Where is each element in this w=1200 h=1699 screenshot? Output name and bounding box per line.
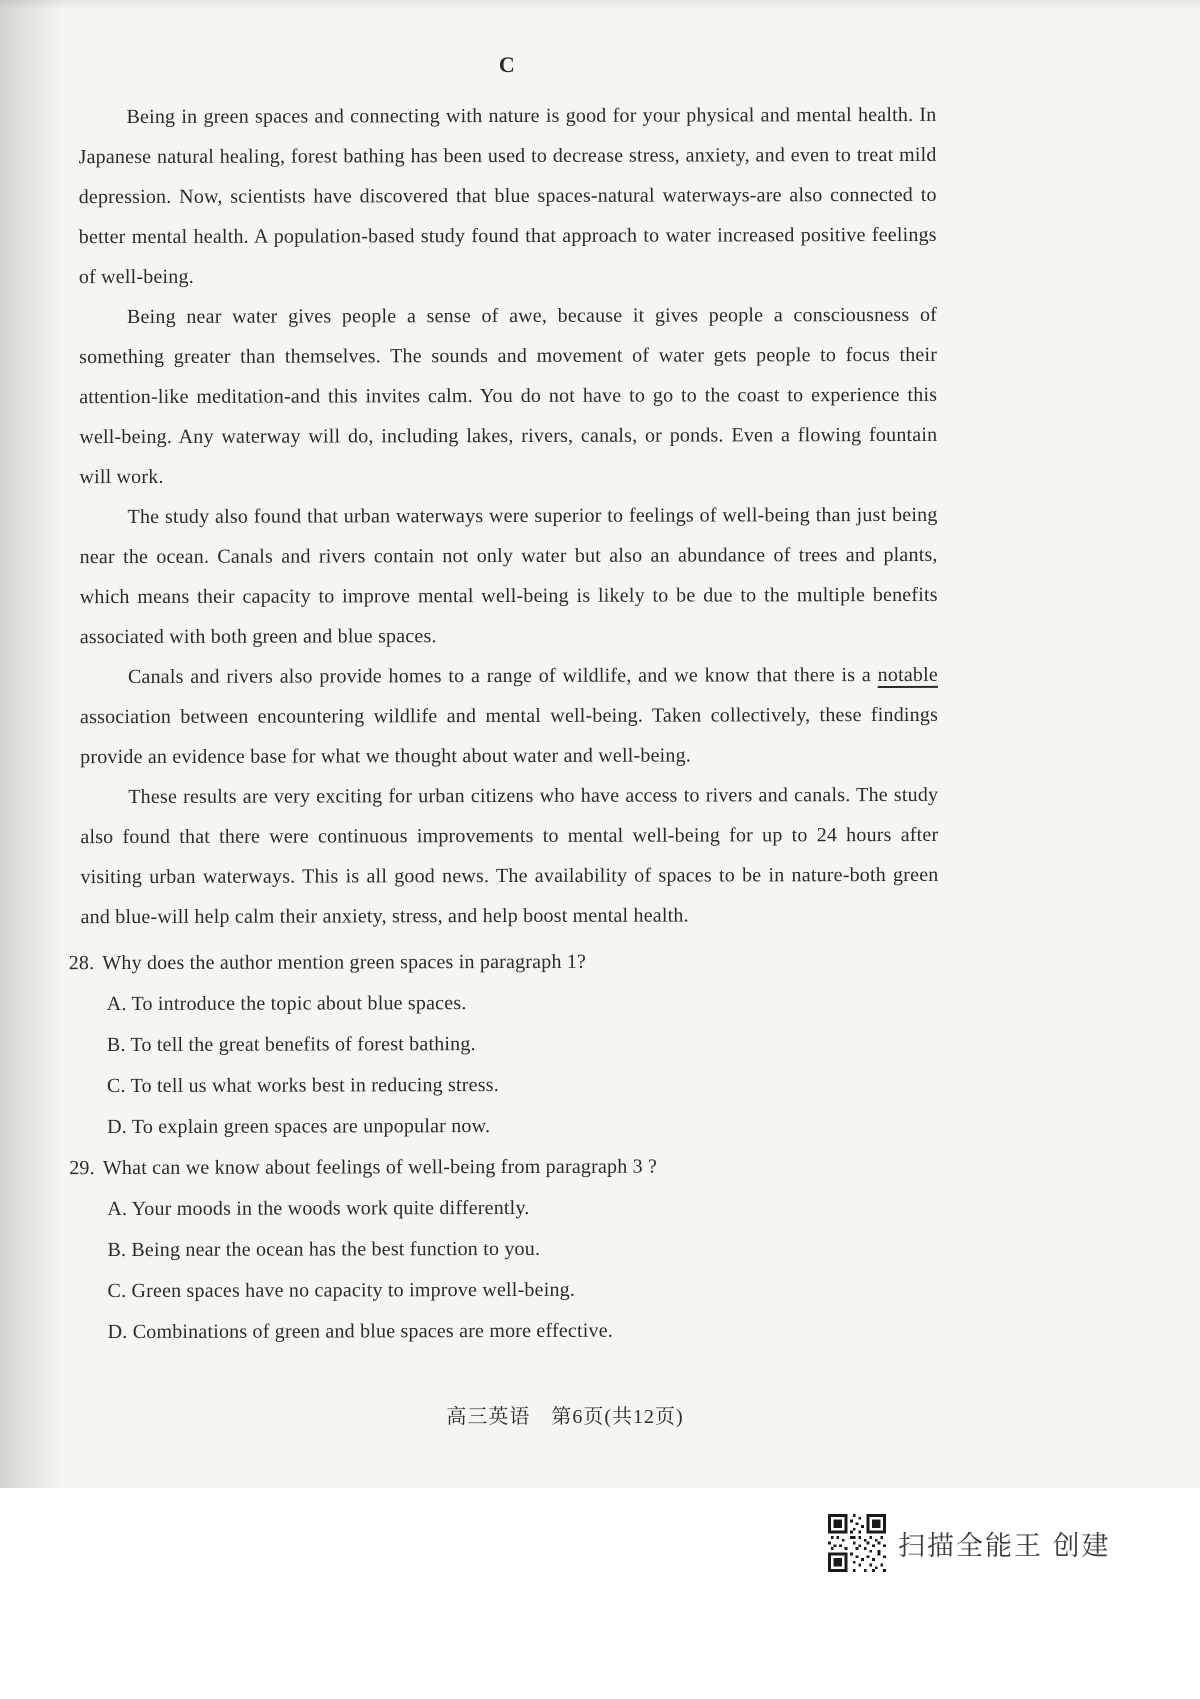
question-29-option-d: D. Combinations of green and blue spaces are more effective. bbox=[107, 1319, 614, 1344]
question-28-text: Why does the author mention green spaces in paragraph 1? bbox=[102, 950, 587, 975]
passage-paragraph-1: Being in green spaces and connecting with nature is good for your physical and mental health. In Japanese natural healing, forest bathing has been used to decrease stress, anxiety, and even to treat mild depression. Now, scientists have discovered that blue spaces-natural waterways-are also connected to better mental health. A population-based study found that approach to water increased positive feelings of well-being. bbox=[78, 103, 937, 289]
question-29 bbox=[69, 1146, 940, 1353]
question-28-number: 28. bbox=[68, 952, 95, 975]
question-29-option-c: C. Green spaces have no capacity to improve well-being. bbox=[107, 1278, 576, 1303]
question-28-option-d: D. To explain green spaces are unpopular now. bbox=[107, 1115, 491, 1139]
scan-edge-shadow-top bbox=[0, 0, 1200, 10]
question-28-option-c: C. To tell us what works best in reducing stress. bbox=[106, 1074, 499, 1098]
underlined-word-notable: notable bbox=[877, 663, 938, 687]
questions-section bbox=[69, 941, 940, 1353]
qr-code-icon bbox=[828, 1514, 886, 1572]
passage-paragraph-4 bbox=[80, 655, 938, 777]
question-28 bbox=[69, 941, 940, 1148]
question-29-text: What can we know about feelings of well-being from paragraph 3 ? bbox=[102, 1155, 658, 1180]
passage-paragraph-2: Being near water gives people a sense of awe, because it gives people a consciousness of something greater than themselves. The sounds and movement of water gets people to focus their attention-like meditation-and this invites calm. You do not have to go to the coast to experience this well-being. Any waterway will do, including lakes, rivers, canals, or ponds. Even a flowing fountain will work. bbox=[79, 303, 938, 489]
question-29-number: 29. bbox=[69, 1157, 95, 1180]
question-29-option-b: B. Being near the ocean has the best function to you. bbox=[107, 1237, 541, 1262]
scanner-app-label: 扫描全能王 创建 bbox=[898, 1530, 1111, 1561]
scanner-watermark bbox=[828, 1514, 1111, 1572]
scan-edge-shadow bbox=[0, 0, 62, 1488]
paragraph-4-text-after: association between encountering wildlife and mental well-being. Taken collectively, these findings provide an evidence base for what we thought about water and well-being. bbox=[80, 703, 939, 769]
page-footer: 高三英语 第6页(共12页) bbox=[446, 1406, 684, 1428]
paragraph-4-text-before: Canals and rivers also provide homes to a range of wildlife, and we know that there is a bbox=[127, 664, 878, 688]
passage-paragraph-5: These results are very exciting for urban citizens who have access to rivers and canals. The study also found that there were continuous improvements to mental well-being for up to 24 hours after visiting urban waterways. This is all good news. The availability of spaces to be in nature-both green and blue-will help calm their anxiety, stress, and help boost mental health. bbox=[80, 783, 939, 929]
section-label: C bbox=[498, 51, 516, 78]
question-28-option-b: B. To tell the great benefits of forest bathing. bbox=[106, 1033, 476, 1057]
exam-page-content bbox=[68, 49, 939, 1353]
question-29-option-a: A. Your moods in the woods work quite differently. bbox=[107, 1196, 530, 1221]
question-29-stem bbox=[69, 1146, 939, 1189]
question-28-stem bbox=[69, 941, 939, 984]
question-28-option-a: A. To introduce the topic about blue spaces. bbox=[106, 992, 467, 1016]
passage-paragraph-3: The study also found that urban waterways were superior to feelings of well-being than just being near the ocean. Canals and rivers contain not only water but also an abundance of trees and plants, which means their capacity to improve mental well-being is likely to be due to the multiple benefits associated with both green and blue spaces. bbox=[79, 503, 938, 649]
